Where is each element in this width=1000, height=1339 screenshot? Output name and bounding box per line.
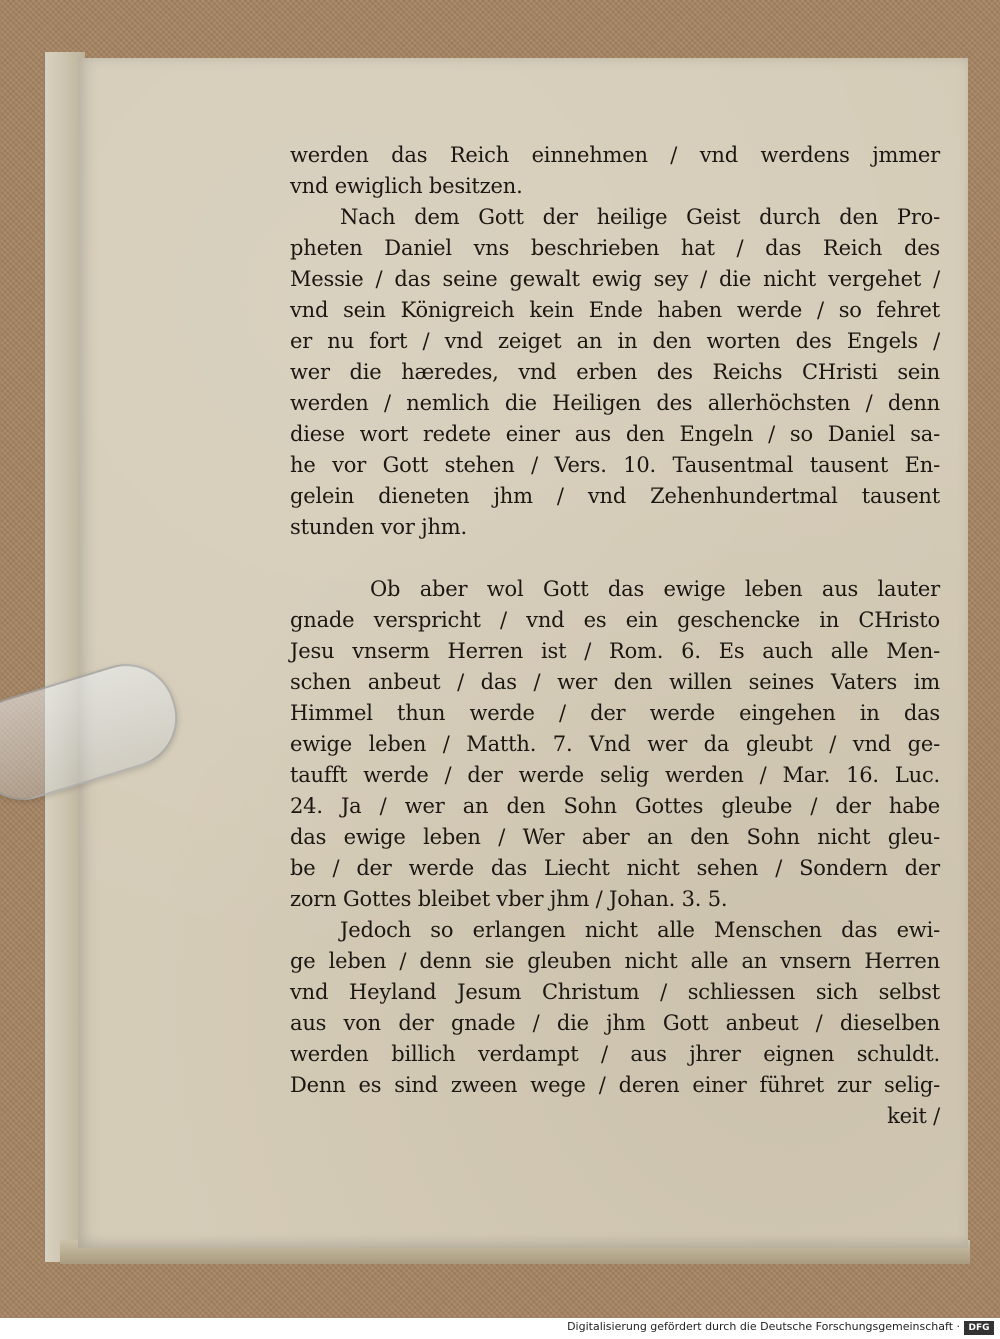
text-line: be / der werde das Liecht nicht sehen / Sondern der — [290, 856, 940, 880]
text-line: diese wort redete einer aus den Engeln / so Daniel sa- — [290, 422, 940, 446]
text-line: gelein dieneten jhm / vnd Zehenhundertmal tausent — [290, 484, 940, 508]
text-line: pheten Daniel vns beschrieben hat / das Reich des — [290, 236, 940, 260]
text-line: Messie / das seine gewalt ewig sey / die nicht vergehet / — [290, 267, 940, 291]
text-line: Jesu vnserm Herren ist / Rom. 6. Es auch alle Men- — [290, 639, 940, 663]
text-line: ewige leben / Matth. 7. Vnd wer da gleubt / vnd ge- — [290, 732, 940, 756]
text-line: werden billich verdampt / aus jhrer eignen schuldt. — [290, 1042, 940, 1066]
text-line: werden / nemlich die Heiligen des allerhöchsten / denn — [290, 391, 940, 415]
page-text — [290, 140, 940, 1132]
text-line: Denn es sind zween wege / deren einer führet zur selig- — [290, 1073, 940, 1097]
text-line: taufft werde / der werde selig werden / Mar. 16. Luc. — [290, 763, 940, 787]
text-line: Jedoch so erlangen nicht alle Menschen das ewi- — [340, 918, 940, 942]
text-line: Nach dem Gott der heilige Geist durch den Pro- — [340, 205, 940, 229]
text-line: er nu fort / vnd zeiget an in den worten des Engels / — [290, 329, 940, 353]
text-line: werden das Reich einnehmen / vnd werdens jmmer — [290, 143, 940, 167]
funding-credit: Digitalisierung gefördert durch die Deutsche Forschungsgemeinschaft · — [567, 1320, 960, 1333]
dfg-logo: DFG — [964, 1321, 994, 1335]
text-line: stunden vor jhm. — [290, 515, 467, 539]
text-line: vnd sein Königreich kein Ende haben werde / so fehret — [290, 298, 940, 322]
text-line: wer die hæredes, vnd erben des Reichs CHristi sein — [290, 360, 940, 384]
paragraph-gap — [290, 543, 940, 574]
catchword: keit / — [887, 1104, 940, 1128]
text-line: vnd ewiglich besitzen. — [290, 174, 523, 198]
text-line: das ewige leben / Wer aber an den Sohn nicht gleu- — [290, 825, 940, 849]
footer-bar — [0, 1318, 1000, 1339]
text-line: 24. Ja / wer an den Sohn Gottes gleube / der habe — [290, 794, 940, 818]
text-line: ge leben / denn sie gleuben nicht alle an vnsern Herren — [290, 949, 940, 973]
text-line: zorn Gottes bleibet vber jhm / Johan. 3. 5. — [290, 887, 728, 911]
text-line: Himmel thun werde / der werde eingehen in das — [290, 701, 940, 725]
text-line: aus von der gnade / die jhm Gott anbeut / dieselben — [290, 1011, 940, 1035]
text-line: vnd Heyland Jesum Christum / schliessen sich selbst — [290, 980, 940, 1004]
text-line: gnade verspricht / vnd es ein geschencke in CHristo — [290, 608, 940, 632]
text-line: he vor Gott stehen / Vers. 10. Tausentmal tausent En- — [290, 453, 940, 477]
text-line: schen anbeut / das / wer den willen seines Vaters im — [290, 670, 940, 694]
text-line: Ob aber wol Gott das ewige leben aus lauter — [370, 577, 940, 601]
